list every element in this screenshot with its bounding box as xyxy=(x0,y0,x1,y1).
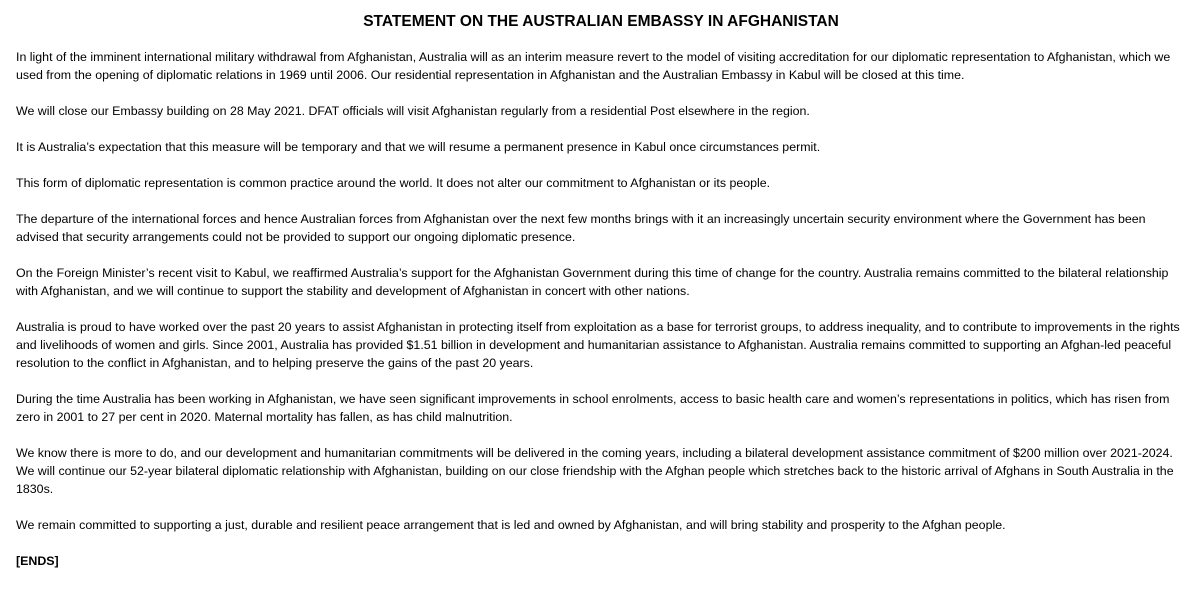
paragraph-withdrawal: In light of the imminent international military withdrawal from Afghanistan, Australia will as an interim measure revert to the model of visiting accreditation for our diplomatic representation to Afghanistan, which we used from the opening of diplomatic relations in 1969 until 2006. Our residential representation in Afghanistan and the Australian Embassy in Kabul will be closed at this time. xyxy=(16,50,1171,82)
paragraph-security-environment: The departure of the international forces and hence Australian forces from Afghanistan over the next few months brings with it an increasingly uncertain security environment where the Government has been advised that security arrangements could not be provided to support our ongoing diplomatic presence. xyxy=(16,212,1146,244)
paragraph-foreign-minister-visit: On the Foreign Minister’s recent visit to Kabul, we reaffirmed Australia’s support for the Afghanistan Government during this time of change for the country. Australia remains committed to the bilateral relationship with Afghanistan, and we will continue to support the stability and development of Afghanistan in concert with other nations. xyxy=(16,266,1169,298)
ends-marker: [ENDS] xyxy=(16,554,59,568)
document-title: STATEMENT ON THE AUSTRALIAN EMBASSY IN AFGHANISTAN xyxy=(363,13,839,30)
paragraph-common-practice: This form of diplomatic representation is common practice around the world. It does not alter our commitment to Afghanistan or its people. xyxy=(16,176,771,190)
paragraph-improvements: During the time Australia has been working in Afghanistan, we have seen significant improvements in school enrolments, access to basic health care and women’s representations in politics, which has risen from zero in 2001 to 27 per cent in 2020. Maternal mortality has fallen, as has child malnutrition. xyxy=(16,392,1170,424)
paragraph-future-commitments: We know there is more to do, and our development and humanitarian commitments will be delivered in the coming years, including a bilateral development assistance commitment of $200 million over 2021-2024. We will continue our 52-year bilateral diplomatic relationship with Afghanistan, building on our close friendship with the Afghan people which stretches back to the historic arrival of Afghans in South Australia in the 1830s. xyxy=(16,446,1174,496)
paragraph-temporary-measure: It is Australia’s expectation that this measure will be temporary and that we will resume a permanent presence in Kabul once circumstances permit. xyxy=(16,140,821,154)
paragraph-peace-commitment: We remain committed to supporting a just, durable and resilient peace arrangement that is led and owned by Afghanistan, and will bring stability and prosperity to the Afghan people. xyxy=(16,518,1006,532)
paragraph-assistance-record: Australia is proud to have worked over the past 20 years to assist Afghanistan in protecting itself from exploitation as a base for terrorist groups, to address inequality, and to contribute to improvements in the rights and livelihoods of women and girls. Since 2001, Australia has provided $1.51 billion in development and humanitarian assistance to Afghanistan. Australia remains committed to supporting an Afghan-led peaceful resolution to the conflict in Afghanistan, and to helping preserve the gains of the past 20 years. xyxy=(16,320,1180,370)
paragraph-embassy-closure: We will close our Embassy building on 28 May 2021. DFAT officials will visit Afghanistan regularly from a residential Post elsewhere in the region. xyxy=(16,104,810,118)
